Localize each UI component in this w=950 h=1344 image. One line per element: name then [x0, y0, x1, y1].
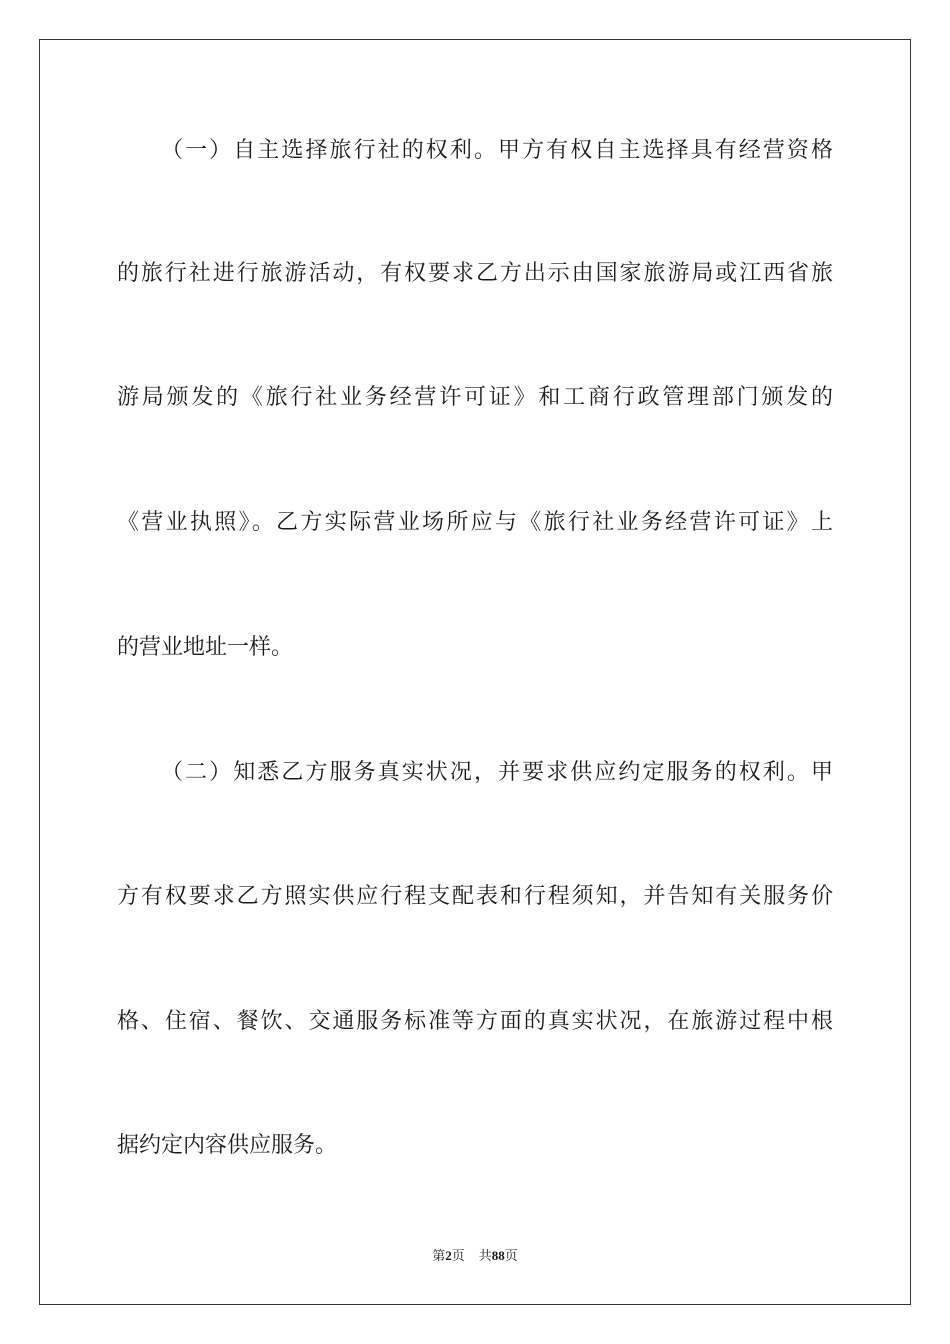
- paragraph-2-line-2: 方有权要求乙方照实供应行程支配表和行程须知，并告知有关服务价: [117, 884, 833, 909]
- paragraph-1-line-3: 游局颁发的《旅行社业务经营许可证》和工商行政管理部门颁发的: [117, 385, 833, 410]
- paragraph-1-line-2: 的旅行社进行旅游活动，有权要求乙方出示由国家旅游局或江西省旅: [117, 261, 833, 286]
- page-suffix: 页: [451, 1249, 465, 1264]
- paragraph-2-line-3: 格、住宿、餐饮、交通服务标准等方面的真实状况，在旅游过程中根: [117, 1009, 833, 1034]
- paragraph-1-line-5: 的营业地址一样。: [117, 635, 294, 660]
- total-pages: 88: [491, 1248, 505, 1263]
- page-prefix: 第: [432, 1249, 446, 1264]
- total-prefix: 共: [478, 1249, 492, 1264]
- paragraph-2-line-1: （二）知悉乙方服务真实状况，并要求供应约定服务的权利。甲: [161, 760, 833, 785]
- paragraph-1-line-4: 《营业执照》。乙方实际营业场所应与《旅行社业务经营许可证》上: [117, 510, 833, 535]
- page-footer: [0, 1247, 950, 1266]
- page-number: 2: [445, 1248, 452, 1263]
- paragraph-1-line-1: （一）自主选择旅行社的权利。甲方有权自主选择具有经营资格: [161, 138, 833, 163]
- total-suffix: 页: [504, 1249, 518, 1264]
- paragraph-2-line-4: 据约定内容供应服务。: [117, 1133, 338, 1158]
- page-border: [39, 39, 911, 1305]
